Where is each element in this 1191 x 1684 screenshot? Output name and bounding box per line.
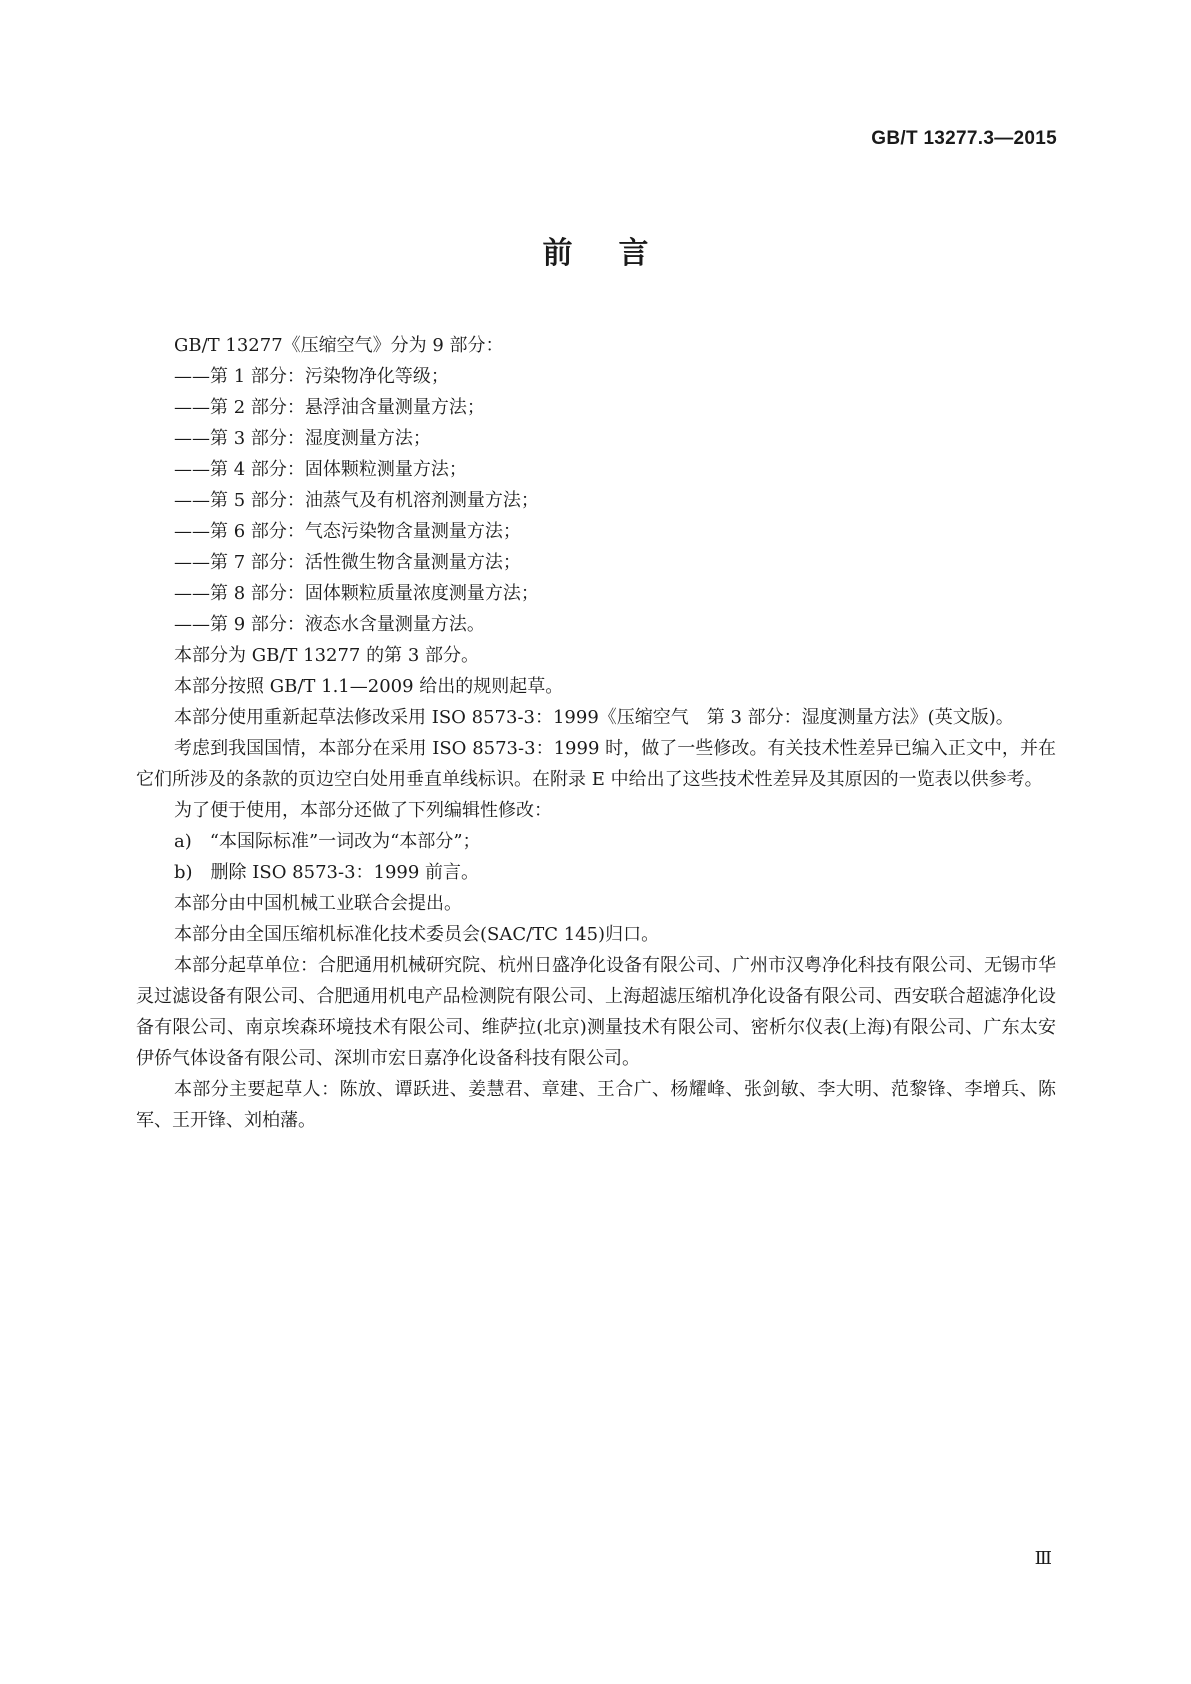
- foreword-body: [136, 330, 1056, 1136]
- paragraph-drafting-units: 本部分起草单位：合肥通用机械研究院、杭州日盛净化设备有限公司、广州市汉粤净化科技有限公司、无锡市华灵过滤设备有限公司、合肥通用机电产品检测院有限公司、上海超滤压缩机净化设备有限公司、西安联合超滤净化设备有限公司、南京埃森环境技术有限公司、维萨拉(北京)测量技术有限公司、密析尔仪表(上海)有限公司、广东太安伊侨气体设备有限公司、深圳市宏日嘉净化设备科技有限公司。: [136, 955, 1056, 1069]
- list-item-part-8: ——第 8 部分：固体颗粒质量浓度测量方法；: [174, 583, 539, 604]
- list-item-edit-a: a) “本国际标准”一词改为“本部分”；: [174, 831, 481, 852]
- list-item-part-3: ——第 3 部分：湿度测量方法；: [174, 428, 431, 449]
- paragraph-technical-differences: 考虑到我国国情，本部分在采用 ISO 8573-3：1999 时，做了一些修改。有关技术性差异已编入正文中，并在它们所涉及的条款的页边空白处用垂直单线标识。在附录 E 中给出了这些技术性差异及其原因的一览表以供参考。: [136, 738, 1056, 790]
- page-title: 前言: [542, 236, 695, 271]
- paragraph-adoption: 本部分使用重新起草法修改采用 ISO 8573-3：1999《压缩空气 第 3 部分：湿度测量方法》(英文版)。: [174, 707, 1014, 728]
- paragraph-drafting-rules: 本部分按照 GB/T 1.1—2009 给出的规则起草。: [174, 676, 564, 697]
- list-item-part-4: ——第 4 部分：固体颗粒测量方法；: [174, 459, 467, 480]
- paragraph-drafters: 本部分主要起草人：陈放、谭跃进、姜慧君、章建、王合广、杨耀峰、张剑敏、李大明、范黎锋、李增兵、陈军、王开锋、刘柏藩。: [136, 1079, 1056, 1131]
- paragraph-editorial-changes: 为了便于使用，本部分还做了下列编辑性修改：: [174, 800, 552, 821]
- paragraph-proposed-by: 本部分由中国机械工业联合会提出。: [174, 893, 462, 914]
- list-item-part-7: ——第 7 部分：活性微生物含量测量方法；: [174, 552, 521, 573]
- list-item-part-1: ——第 1 部分：污染物净化等级；: [174, 366, 449, 387]
- list-item-edit-b: b) 删除 ISO 8573-3：1999 前言。: [174, 862, 480, 883]
- list-item-part-6: ——第 6 部分：气态污染物含量测量方法；: [174, 521, 521, 542]
- paragraph-part-statement: 本部分为 GB/T 13277 的第 3 部分。: [174, 645, 479, 666]
- paragraph-intro: GB/T 13277《压缩空气》分为 9 部分：: [174, 335, 504, 356]
- list-item-part-9: ——第 9 部分：液态水含量测量方法。: [174, 614, 485, 635]
- standard-code: GB/T 13277.3—2015: [871, 128, 1057, 149]
- page-number: Ⅲ: [1034, 1548, 1052, 1569]
- paragraph-administered-by: 本部分由全国压缩机标准化技术委员会(SAC/TC 145)归口。: [174, 924, 660, 945]
- list-item-part-5: ——第 5 部分：油蒸气及有机溶剂测量方法；: [174, 490, 539, 511]
- list-item-part-2: ——第 2 部分：悬浮油含量测量方法；: [174, 397, 485, 418]
